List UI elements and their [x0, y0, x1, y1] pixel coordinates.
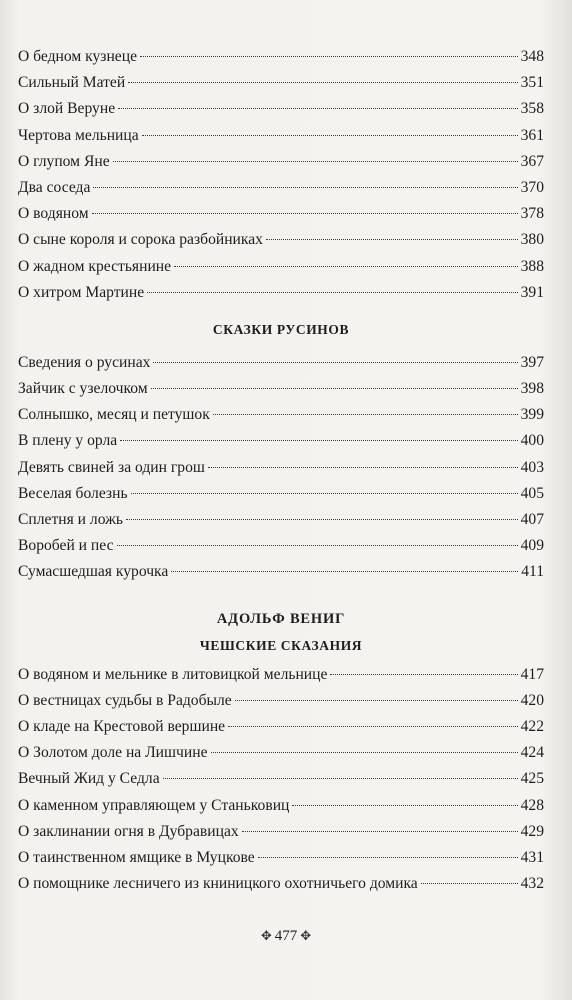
- toc-entry-page: 378: [520, 205, 544, 223]
- toc-entry-page: 403: [520, 458, 544, 476]
- toc-entry-page: 429: [520, 822, 544, 840]
- toc-entry[interactable]: [18, 845, 544, 871]
- toc-entry-page: 428: [520, 796, 544, 814]
- dot-leader: [235, 700, 518, 701]
- toc-entry[interactable]: [18, 481, 544, 507]
- dot-leader: [213, 414, 518, 415]
- floral-ornament-icon: ✥: [300, 928, 312, 943]
- toc-entry-title: Девять свиней за один грош: [18, 458, 205, 476]
- toc-entry-title: О жадном крестьянине: [18, 257, 172, 275]
- toc-entry[interactable]: [18, 533, 544, 559]
- toc-entry[interactable]: [18, 507, 544, 533]
- dot-leader: [92, 213, 518, 214]
- toc-entry[interactable]: [18, 688, 544, 714]
- section-heading-czech: ЧЕШСКИЕ СКАЗАНИЯ: [199, 637, 363, 653]
- toc-entry-title: О таинственном ямщике в Муцкове: [18, 848, 255, 866]
- toc-entry-title: Вечный Жид у Седла: [18, 770, 160, 788]
- toc-entry[interactable]: [18, 376, 544, 402]
- section-heading-rusin: СКАЗКИ РУСИНОВ: [212, 321, 350, 337]
- toc-entry[interactable]: [18, 793, 544, 819]
- toc-entry[interactable]: [18, 175, 544, 201]
- toc-entry-title: Сведения о русинах: [18, 353, 151, 371]
- dot-leader: [171, 571, 518, 572]
- toc-entry-title: Зайчик с узелочком: [18, 380, 148, 398]
- toc-entry[interactable]: [18, 350, 544, 376]
- toc-entry-title: О бедном кузнеце: [18, 48, 137, 65]
- dot-leader: [163, 778, 518, 779]
- toc-entry-page: 422: [520, 717, 544, 735]
- toc-entry[interactable]: [18, 402, 544, 428]
- toc-entry-page: 425: [520, 770, 544, 788]
- toc-entry-title: О каменном управляющем у Станьковиц: [18, 796, 290, 814]
- toc-entry-title: Сплетня и ложь: [18, 511, 123, 528]
- toc-entry-page: 348: [520, 48, 544, 65]
- dot-leader: [140, 56, 518, 57]
- toc-entry-title: О водяном: [18, 205, 89, 223]
- toc-entry-title: Чертова мельница: [18, 126, 139, 144]
- toc-entry-title: Солнышко, месяц и петушок: [18, 406, 210, 424]
- toc-entry-page: 409: [520, 537, 544, 555]
- toc-entry[interactable]: [18, 819, 544, 845]
- dot-leader: [258, 857, 518, 858]
- dot-leader: [120, 440, 517, 441]
- toc-entry-title: Воробей и пес: [18, 537, 114, 555]
- toc-entry-title: Два соседа: [18, 178, 91, 196]
- toc-entry-page: 397: [520, 353, 544, 371]
- toc-entry[interactable]: [18, 70, 544, 96]
- toc-entry[interactable]: [18, 123, 544, 149]
- toc-entry[interactable]: [18, 44, 544, 70]
- dot-leader: [117, 545, 518, 546]
- dot-leader: [93, 187, 517, 188]
- toc-entry-page: 411: [521, 563, 544, 581]
- toc-entry-page: 367: [520, 152, 544, 170]
- dot-leader: [128, 82, 517, 83]
- toc-entry-title: О заклинании огня в Дубравицах: [18, 822, 239, 840]
- toc-entry[interactable]: [18, 201, 544, 227]
- dot-leader: [242, 831, 518, 832]
- toc-entry-page: 370: [520, 178, 544, 196]
- toc-entry-page: 417: [520, 665, 544, 683]
- toc-entry-page: 400: [520, 432, 544, 450]
- toc-entry-page: 358: [520, 100, 544, 118]
- page-footer: [0, 926, 572, 946]
- dot-leader: [211, 752, 518, 753]
- toc-entry-page: 424: [520, 744, 544, 762]
- toc-entry[interactable]: [18, 227, 544, 253]
- toc-entry-title: Сильный Матей: [18, 74, 126, 92]
- toc-entry-title: О злой Веруне: [18, 100, 116, 118]
- toc-list-top: [18, 44, 544, 306]
- toc-entry[interactable]: [18, 871, 544, 897]
- toc-entry[interactable]: [18, 254, 544, 280]
- dot-leader: [147, 292, 517, 293]
- toc-entry-title: О помощнике лесничего из книницкого охотничьего домика: [18, 875, 418, 893]
- dot-leader: [126, 519, 518, 520]
- toc-entry[interactable]: [18, 662, 544, 688]
- dot-leader: [153, 362, 517, 363]
- toc-entry-title: Сумасшедшая курочка: [18, 563, 169, 581]
- toc-entry-page: 407: [520, 511, 544, 528]
- toc-entry-page: 431: [520, 848, 544, 866]
- toc-entry[interactable]: [18, 280, 544, 306]
- toc-entry[interactable]: [18, 559, 544, 585]
- toc-entry-page: 388: [520, 257, 544, 275]
- toc-entry[interactable]: [18, 428, 544, 454]
- dot-leader: [421, 883, 518, 884]
- page-number: 477: [274, 928, 298, 944]
- toc-entry-page: 361: [520, 126, 544, 144]
- toc-entry-page: 432: [520, 875, 544, 893]
- dot-leader: [151, 388, 518, 389]
- floral-ornament-icon: ✥: [260, 928, 272, 943]
- toc-entry-page: 351: [520, 74, 544, 92]
- toc-entry-title: О водяном и мельнике в литовицкой мельнице: [18, 665, 328, 683]
- author-heading: АДОЛЬФ ВЕНИГ: [216, 610, 346, 627]
- toc-entry[interactable]: [18, 96, 544, 122]
- toc-entry-title: В плену у орла: [18, 432, 118, 450]
- toc-entry-title: О кладе на Крестовой вершине: [18, 717, 226, 735]
- dot-leader: [113, 161, 518, 162]
- dot-leader: [174, 266, 518, 267]
- dot-leader: [142, 135, 518, 136]
- toc-entry[interactable]: [18, 766, 544, 792]
- toc-entry-title: О сыне короля и сорока разбойниках: [18, 231, 263, 249]
- toc-entry-title: Веселая болезнь: [18, 484, 128, 502]
- toc-entry-title: О Золотом доле на Лишчине: [18, 744, 208, 762]
- toc-entry-page: 399: [520, 406, 544, 424]
- toc-entry-title: О глупом Яне: [18, 152, 110, 170]
- dot-leader: [266, 239, 518, 240]
- toc-entry-title: О вестницах судьбы в Радобыле: [18, 691, 232, 709]
- toc-entry-page: 420: [520, 691, 544, 709]
- toc-list-czech: [18, 662, 544, 898]
- toc-entry-page: 405: [520, 484, 544, 502]
- toc-entry-title: О хитром Мартине: [18, 283, 145, 301]
- toc-entry[interactable]: [18, 714, 544, 740]
- dot-leader: [330, 674, 517, 675]
- toc-entry-page: 380: [520, 231, 544, 249]
- toc-list-rusin: [18, 350, 544, 586]
- dot-leader: [208, 467, 518, 468]
- toc-entry[interactable]: [18, 455, 544, 481]
- dot-leader: [292, 805, 517, 806]
- toc-entry-page: 391: [520, 283, 544, 301]
- dot-leader: [228, 726, 518, 727]
- toc-entry[interactable]: [18, 740, 544, 766]
- toc-entry-page: 398: [520, 380, 544, 398]
- dot-leader: [118, 108, 517, 109]
- toc-entry[interactable]: [18, 149, 544, 175]
- dot-leader: [131, 493, 518, 494]
